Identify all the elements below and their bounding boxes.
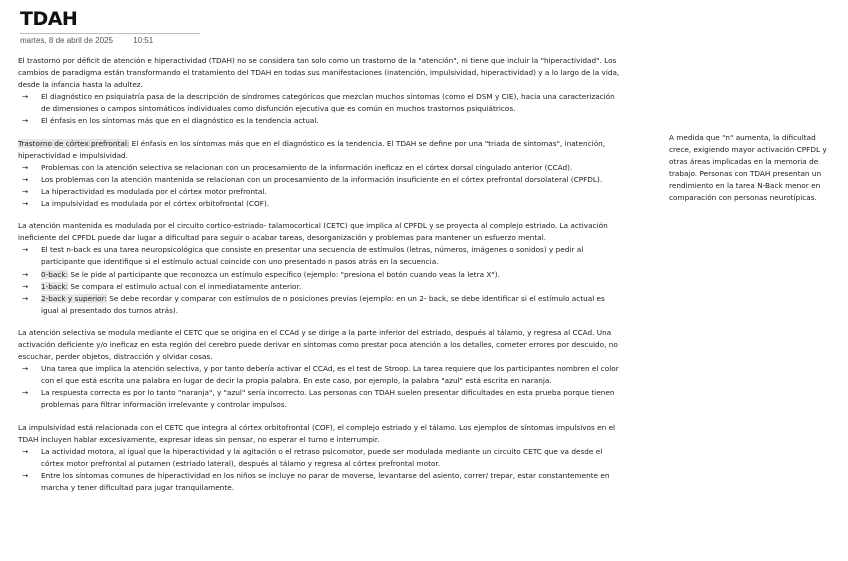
list-item-body: Se debe recordar y comparar con estímulos de n posiciones previas (ejemplo: en un 2- back, se debe identificar si el estímulo actual es igual al presentado dos turnos atrás). [41,293,605,315]
list-item-text [41,269,624,281]
list-item-body: Se compara el estímulo actual con el inmediatamente anterior. [68,281,302,291]
list-item-text: La impulsividad es modulada por el córtex orbitofrontal (COF). [41,199,270,209]
list-item-text: El énfasis en los síntomas más que en el diagnóstico es la tendencia actual. [41,116,319,126]
list-item-text [41,293,624,317]
list-item [18,281,624,293]
paragraph-impulsivity: La impulsividad está relacionada con el CETC que integra al córtex orbitofrontal (COF), el complejo estriado y el tálamo. Los ejemplos de síntomas impulsivos en el TDAH incluyen hablar excesivamente, expresar ideas sin pensar, no esperar el turno e interrumpir. [18,422,616,444]
arrow-icon: → [22,162,29,172]
note-date: martes, 8 de abril de 2025 [20,36,113,45]
highlighted-term: 1-back: [41,281,69,291]
list-item-text [41,281,624,293]
arrow-icon: → [22,269,29,279]
note-time: 10:51 [133,36,154,45]
note-metadata [20,33,200,45]
arrow-icon: → [22,245,29,255]
highlighted-term: Trastorno de córtex prefrontal: [18,138,130,148]
highlighted-term: 0-back: [41,269,69,279]
list-item [18,91,624,115]
list-item [18,174,624,186]
arrow-icon: → [22,174,29,184]
list-item-text: La hiperactividad es modulada por el córtex motor prefrontal. [41,186,267,196]
list-item-text: Entre los síntomas comunes de hiperactividad en los niños se incluye no parar de moverse, levantarse del asiento, correr/ trepar, estar constantemente en marcha y tener dificultad para jugar tranquilamente. [41,470,610,492]
arrow-icon: → [22,186,29,196]
paragraph-attention-sustained: La atención mantenida es modulada por el circuito cortico-estriado- talamocortical (CETC) que implica al CPFDL y se proyecta al complejo estriado. La activación ineficiente del CPFDL puede dar lugar a dificultad para seguir o acabar tareas, desorganización y problemas para mantener un esfuerzo mental. [18,221,608,243]
paragraph-attention-selective: La atención selectiva se modula mediante el CETC que se origina en el CCAd y se dirige a la parte inferior del estriado, después al tálamo, y regresa al CCAd. Una activación deficiente y/o ineficaz en esta región del cerebro puede derivar en síntomas como prestar poca atención a los detalles, cometer errores por descuido, no escuchar, perder objetos, distracción y olvidar cosas. [18,327,618,362]
list-item [18,244,624,268]
paragraph-prefrontal [18,138,624,162]
paragraph-intro: El trastorno por déficit de atención e hiperactividad (TDAH) no se considera tan solo como un trastorno de la "atención", ni tiene que incluir la "hiperactividad". Los cambios de paradigma están transformando el tratamiento del TDAH en todas sus manifestaciones (inatención, impulsividad, hiperactividad) y a lo largo de la vida, desde la infancia hasta la adultez. [18,56,620,90]
list-item [18,198,624,210]
list-item [18,186,624,198]
list-item [18,470,624,494]
highlighted-term: 2-back y superior: [41,293,107,303]
list-item-text: Problemas con la atención selectiva se relacionan con un procesamiento de la información ineficaz en el córtex dorsal cingulado anterior (CCAd). [41,162,573,172]
list-item [18,363,624,387]
arrow-icon: → [22,388,29,398]
arrow-icon: → [22,199,29,209]
list-item-text: El test n-back es una tarea neuropsicológica que consiste en presentar una secuencia de estímulos (letras, números, imágenes o sonidos) y pedir al participante que identifique si el estímulo actual coincide con uno presentado n pasos atrás en la secuencia. [41,245,584,267]
paragraph-text: El énfasis en los síntomas más que en el diagnóstico es la tendencia. El TDAH se define por una "triada de síntomas", inatención, hiperactividad e impulsividad. [18,138,606,160]
page-title: TDAH [20,8,78,30]
list-item-text: La respuesta correcta es por lo tanto "naranja", y "azul" sería incorrecto. Las personas con TDAH suelen presentar dificultades en esta prueba porque tienen problemas para filtrar información irrelevante y controlar impulsos. [41,388,615,410]
list-item-body: Se le pide al participante que reconozca un estímulo específico (ejemplo: "presiona el botón cuando veas la letra X"). [68,269,500,279]
arrow-icon: → [22,293,29,303]
list-item [18,446,624,470]
list-item [18,115,624,127]
arrow-icon: → [22,470,29,480]
arrow-icon: → [22,281,29,291]
list-item [18,293,624,317]
side-note[interactable]: A medida que "n" aumenta, la dificultad crece, exigiendo mayor activación CPFDL y otras áreas implicadas en la memoria de trabajo. Personas con TDAH presentan un rendimiento en la tarea N-Back menor en comparación con personas neurotípicas. [669,133,827,203]
list-item-text: Los problemas con la atención mantenida se relacionan con un procesamiento de la información insuficiente en el córtex prefrontal dorsolateral (CPFDL). [41,174,603,184]
arrow-icon: → [22,364,29,374]
list-item [18,269,624,281]
arrow-icon: → [22,92,29,102]
arrow-icon: → [22,446,29,456]
list-item-text: Una tarea que implica la atención selectiva, y por tanto debería activar el CCAd, es el test de Stroop. La tarea requiere que los participantes nombren el color con el que está escrita una palabra en lugar de decir la propia palabra. En este caso, por ejemplo, la palabra "azul" está escrita en naranja. [41,364,619,386]
list-item [18,162,624,174]
list-item-text: El diagnóstico en psiquiatría pasa de la descripción de síndromes categóricos que mezclan muchos síntomas (como el DSM y CIE), hacia una caracterización de dimensiones o campos sintomáticos individuales como disfunción ejecutiva que es común en muchos trastornos psiquiátricos. [41,92,615,114]
arrow-icon: → [22,116,29,126]
list-item-text: La actividad motora, al igual que la hiperactividad y la agitación o el retraso psicomotor, puede ser modulada mediante un circuito CETC que va desde el córtex motor prefrontal al putamen (estriado lateral), después al tálamo y regresa al córtex prefrontal motor. [41,446,603,468]
list-item [18,387,624,411]
note-body[interactable] [18,55,624,494]
